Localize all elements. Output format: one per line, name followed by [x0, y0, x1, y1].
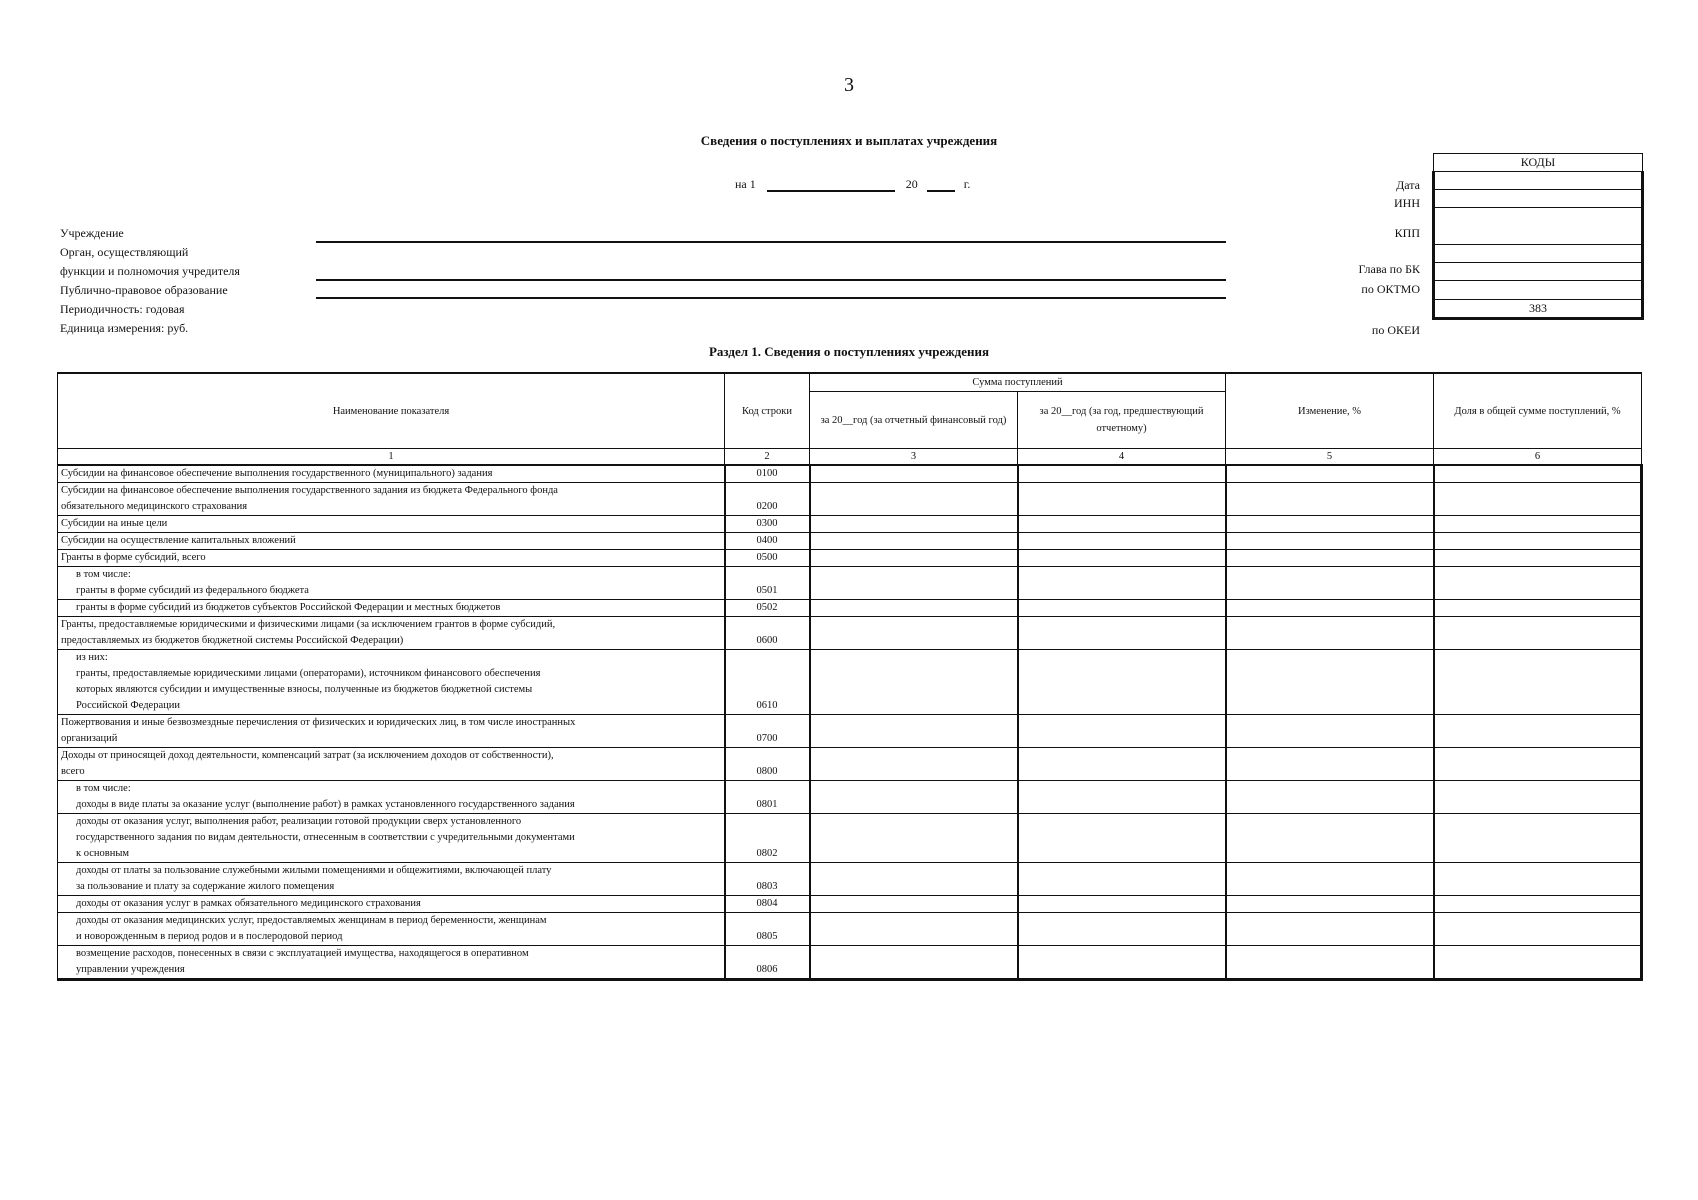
col-number: 5: [1226, 449, 1434, 466]
table-row: [58, 617, 1642, 650]
row-code: 0100: [725, 465, 810, 483]
codes-glava-cell[interactable]: [1434, 245, 1643, 263]
founder-organ-fill-line[interactable]: [316, 279, 1226, 281]
header-change: Изменение, %: [1226, 373, 1434, 449]
value-cell[interactable]: [810, 600, 1018, 617]
value-cell[interactable]: [810, 748, 1018, 781]
table-row: [58, 781, 1642, 814]
header-reporting-year: за 20__год (за отчетный финансовый год): [810, 392, 1018, 449]
value-cell[interactable]: [1434, 550, 1642, 567]
value-cell[interactable]: [810, 516, 1018, 533]
row-name: гранты в форме субсидий из бюджетов субъектов Российской Федерации и местных бюджетов: [58, 600, 725, 617]
value-cell[interactable]: [1226, 533, 1434, 550]
row-code: 0610: [725, 650, 810, 715]
col-number: 3: [810, 449, 1018, 466]
value-cell[interactable]: [810, 483, 1018, 516]
row-code: 0500: [725, 550, 810, 567]
value-cell[interactable]: [1434, 516, 1642, 533]
row-name: доходы от платы за пользование служебными жилыми помещениями и общежитиями, включающей плату за пользование и плату за содержание жилого помещения: [58, 863, 725, 896]
value-cell[interactable]: [1434, 913, 1642, 946]
value-cell[interactable]: [810, 550, 1018, 567]
codes-inn-cell[interactable]: [1434, 190, 1643, 208]
row-name: Субсидии на финансовое обеспечение выполнения государственного задания из бюджета Федерального фонда обязательного медицинского страхования: [58, 483, 725, 516]
value-cell[interactable]: [1434, 600, 1642, 617]
public-entity-fill-line[interactable]: [316, 297, 1226, 299]
table-row: [58, 483, 1642, 516]
value-cell[interactable]: [1226, 550, 1434, 567]
col-number: 4: [1018, 449, 1226, 466]
value-cell[interactable]: [1226, 617, 1434, 650]
row-name: Доходы от приносящей доход деятельности, компенсаций затрат (за исключением доходов от собственности), всего: [58, 748, 725, 781]
value-cell[interactable]: [1434, 781, 1642, 814]
value-cell[interactable]: [810, 715, 1018, 748]
value-cell[interactable]: [1226, 913, 1434, 946]
col-number: 1: [58, 449, 725, 466]
row-name: из них: гранты, предоставляемые юридическими лицами (операторами), источником финансового обеспечения которых являются субсидии и имущественные взносы, полученные из бюджетов бюджетной системы Российской Федерации: [58, 650, 725, 715]
codes-header: КОДЫ: [1434, 154, 1643, 172]
value-cell[interactable]: [1018, 814, 1226, 863]
value-cell[interactable]: [1434, 946, 1642, 980]
codes-blank-cell[interactable]: [1434, 281, 1643, 300]
value-cell[interactable]: [1434, 650, 1642, 715]
founder-organ-label-line2: функции и полномочия учредителя: [60, 264, 240, 278]
table-row: [58, 465, 1642, 483]
founder-organ-label-line1: Орган, осуществляющий: [60, 245, 189, 259]
document-title: Сведения о поступлениях и выплатах учреждения: [700, 133, 998, 148]
value-cell[interactable]: [1018, 483, 1226, 516]
value-cell[interactable]: [810, 465, 1018, 483]
value-cell[interactable]: [1226, 650, 1434, 715]
header-code: Код строки: [725, 373, 810, 449]
value-cell[interactable]: [810, 863, 1018, 896]
col-number: 2: [725, 449, 810, 466]
institution-fill-line[interactable]: [316, 241, 1226, 243]
codes-kpp-cell[interactable]: [1434, 208, 1643, 245]
header-name: Наименование показателя: [58, 373, 725, 449]
value-cell[interactable]: [1434, 896, 1642, 913]
row-code: 0501: [725, 567, 810, 600]
value-cell[interactable]: [1018, 516, 1226, 533]
codes-date-label: Дата: [1396, 178, 1420, 192]
row-name: в том числе: доходы в виде платы за оказание услуг (выполнение работ) в рамках установленного государственного задания: [58, 781, 725, 814]
row-name: доходы от оказания услуг, выполнения работ, реализации готовой продукции сверх установленного государственного задания по видам деятельности, отнесенным в соответствии с учредительными документами к основным: [58, 814, 725, 863]
table-row: [58, 946, 1642, 980]
table-row: [58, 748, 1642, 781]
table-row: [58, 863, 1642, 896]
row-name: доходы от оказания медицинских услуг, предоставляемых женщинам в период беременности, женщинам и новорожденным в период родов и в послеродовой период: [58, 913, 725, 946]
value-cell[interactable]: [1018, 550, 1226, 567]
value-cell[interactable]: [810, 650, 1018, 715]
value-cell[interactable]: [1434, 567, 1642, 600]
row-code: 0400: [725, 533, 810, 550]
value-cell[interactable]: [1018, 650, 1226, 715]
row-code: 0804: [725, 896, 810, 913]
unit-label: Единица измерения: руб.: [60, 321, 189, 335]
row-code: 0803: [725, 863, 810, 896]
value-cell[interactable]: [1226, 483, 1434, 516]
public-entity-label: Публично-правовое образование: [60, 283, 228, 297]
value-cell[interactable]: [1434, 465, 1642, 483]
value-cell[interactable]: [810, 913, 1018, 946]
value-cell[interactable]: [1226, 946, 1434, 980]
date-suffix: г.: [963, 177, 971, 191]
value-cell[interactable]: [1226, 465, 1434, 483]
value-cell[interactable]: [1018, 748, 1226, 781]
row-name: доходы от оказания услуг в рамках обязательного медицинского страхования: [58, 896, 725, 913]
value-cell[interactable]: [1018, 715, 1226, 748]
value-cell[interactable]: [1226, 600, 1434, 617]
row-name: Субсидии на финансовое обеспечение выполнения государственного (муниципального) задания: [58, 465, 725, 483]
row-name: возмещение расходов, понесенных в связи с эксплуатацией имущества, находящегося в оперативном управлении учреждения: [58, 946, 725, 980]
date-prefix: на 1: [735, 177, 756, 191]
page-number: 3: [844, 74, 854, 96]
receipts-table: [57, 372, 1643, 981]
codes-okei-label: по ОКЕИ: [1371, 323, 1420, 337]
date-year-blank[interactable]: [927, 178, 955, 192]
row-name: Субсидии на осуществление капитальных вложений: [58, 533, 725, 550]
value-cell[interactable]: [1018, 600, 1226, 617]
row-code: 0600: [725, 617, 810, 650]
value-cell[interactable]: [1226, 715, 1434, 748]
value-cell[interactable]: [1226, 748, 1434, 781]
value-cell[interactable]: [1018, 946, 1226, 980]
row-code: 0700: [725, 715, 810, 748]
table-row: [58, 516, 1642, 533]
value-cell[interactable]: [1226, 863, 1434, 896]
table-row: [58, 550, 1642, 567]
codes-date-cell[interactable]: [1434, 172, 1643, 190]
value-cell[interactable]: [1434, 715, 1642, 748]
header-previous-year: за 20__год (за год, предшествующий отчетному): [1018, 392, 1226, 449]
value-cell[interactable]: [1018, 863, 1226, 896]
value-cell[interactable]: [1018, 567, 1226, 600]
row-code: 0200: [725, 483, 810, 516]
value-cell[interactable]: [1226, 567, 1434, 600]
row-name: Пожертвования и иные безвозмездные перечисления от физических и юридических лиц, в том числе иностранных организаций: [58, 715, 725, 748]
date-year-prefix: 20: [905, 177, 918, 191]
value-cell[interactable]: [1226, 781, 1434, 814]
row-code: 0801: [725, 781, 810, 814]
table-row: [58, 814, 1642, 863]
codes-table: [1432, 153, 1644, 320]
value-cell[interactable]: [1434, 814, 1642, 863]
codes-oktmo-label: по ОКТМО: [1361, 282, 1420, 296]
table-row: [58, 533, 1642, 550]
row-name: в том числе: гранты в форме субсидий из федерального бюджета: [58, 567, 725, 600]
row-code: 0502: [725, 600, 810, 617]
value-cell[interactable]: [810, 533, 1018, 550]
report-date-line: [735, 177, 970, 192]
value-cell[interactable]: [810, 896, 1018, 913]
date-day-month-blank[interactable]: [767, 178, 895, 192]
row-code: 0806: [725, 946, 810, 980]
value-cell[interactable]: [810, 814, 1018, 863]
value-cell[interactable]: [1434, 748, 1642, 781]
codes-glava-label: Глава по БК: [1358, 262, 1420, 276]
codes-kpp-label: КПП: [1394, 226, 1420, 240]
table-row: [58, 715, 1642, 748]
table-body: [58, 465, 1642, 980]
value-cell[interactable]: [1018, 913, 1226, 946]
row-code: 0802: [725, 814, 810, 863]
col-number: 6: [1434, 449, 1642, 466]
table-row: [58, 913, 1642, 946]
value-cell[interactable]: [1018, 617, 1226, 650]
table-row: [58, 600, 1642, 617]
header-sum-group: Сумма поступлений: [810, 373, 1226, 392]
value-cell[interactable]: [1434, 483, 1642, 516]
value-cell[interactable]: [1018, 465, 1226, 483]
value-cell[interactable]: [1434, 617, 1642, 650]
value-cell[interactable]: [810, 946, 1018, 980]
codes-okei-cell: 383: [1434, 300, 1643, 319]
row-name: Гранты, предоставляемые юридическими и физическими лицами (за исключением грантов в форме субсидий, предоставляемых из бюджетов бюджетной системы Российской Федерации): [58, 617, 725, 650]
row-code: 0300: [725, 516, 810, 533]
table-row: [58, 650, 1642, 715]
row-code: 0805: [725, 913, 810, 946]
row-code: 0800: [725, 748, 810, 781]
header-share: Доля в общей сумме поступлений, %: [1434, 373, 1642, 449]
value-cell[interactable]: [1226, 516, 1434, 533]
codes-inn-label: ИНН: [1394, 196, 1420, 210]
row-name: Субсидии на иные цели: [58, 516, 725, 533]
value-cell[interactable]: [1226, 814, 1434, 863]
value-cell[interactable]: [1226, 896, 1434, 913]
periodicity-label: Периодичность: годовая: [60, 302, 185, 316]
codes-oktmo-cell[interactable]: [1434, 263, 1643, 281]
value-cell[interactable]: [810, 781, 1018, 814]
value-cell[interactable]: [1434, 863, 1642, 896]
value-cell[interactable]: [1018, 781, 1226, 814]
section-title: Раздел 1. Сведения о поступлениях учреждения: [708, 344, 990, 359]
value-cell[interactable]: [1018, 896, 1226, 913]
table-row: [58, 896, 1642, 913]
value-cell[interactable]: [810, 617, 1018, 650]
table-row: [58, 567, 1642, 600]
value-cell[interactable]: [810, 567, 1018, 600]
value-cell[interactable]: [1018, 533, 1226, 550]
value-cell[interactable]: [1434, 533, 1642, 550]
row-name: Гранты в форме субсидий, всего: [58, 550, 725, 567]
institution-label: Учреждение: [60, 226, 124, 240]
